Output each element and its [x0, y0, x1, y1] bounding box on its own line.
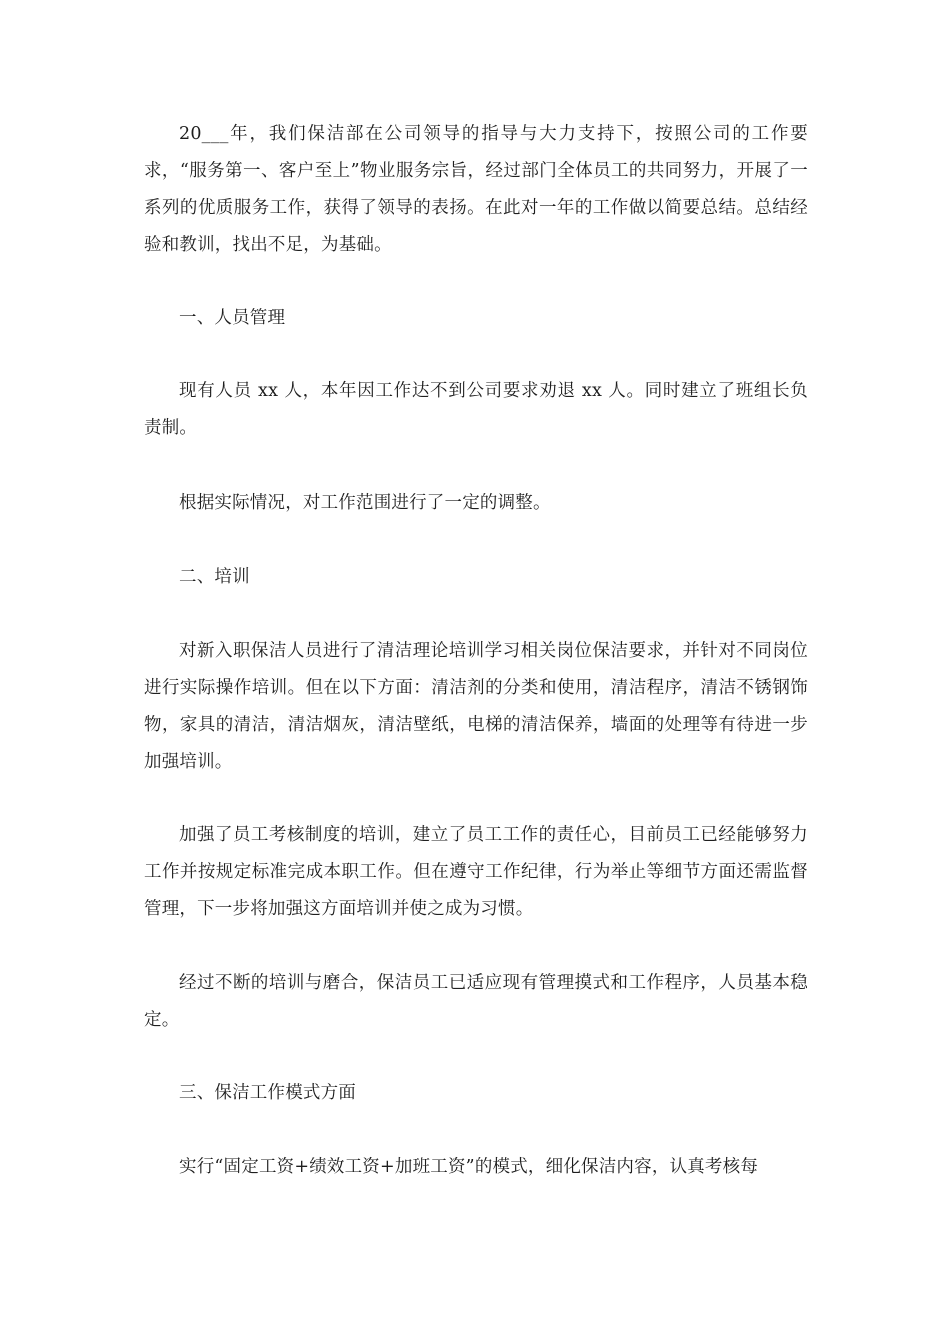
training-paragraph-2: 加强了员工考核制度的培训，建立了员工工作的责任心，目前员工已经能够努力工作并按规定标准完成本职工作。但在遵守工作纪律，行为举止等细节方面还需监督管理，下一步将加强这方面培训并使之成为习惯。 [144, 825, 808, 919]
section-heading-staff-management: 一、人员管理 [179, 308, 286, 328]
staff-paragraph: 现有人员 xx 人，本年因工作达不到公司要求劝退 xx 人。同时建立了班组长负责制。 [144, 381, 808, 438]
training-paragraph-1: 对新入职保洁人员进行了清洁理论培训学习相关岗位保洁要求，并针对不同岗位进行实际操作培训。但在以下方面：清洁剂的分类和使用，清洁程序，清洁不锈钢饰物，家具的清洁，清洁烟灰，清洁壁纸，电梯的清洁保养，墙面的处理等有待进一步加强培训。 [144, 641, 808, 772]
document-body [144, 116, 808, 1186]
intro-paragraph: 20___年，我们保洁部在公司领导的指导与大力支持下，按照公司的工作要求，“服务第一、客户至上”物业服务宗旨，经过部门全体员工的共同努力，开展了一系列的优质服务工作，获得了领导的表扬。在此对一年的工作做以简要总结。总结经验和教训，找出不足，为基础。 [144, 124, 808, 255]
adjustment-paragraph: 根据实际情况，对工作范围进行了一定的调整。 [179, 493, 551, 513]
work-mode-paragraph: 实行“固定工资+绩效工资+加班工资”的模式，细化保洁内容，认真考核每 [179, 1157, 759, 1177]
section-heading-work-mode: 三、保洁工作模式方面 [179, 1083, 356, 1103]
section-heading-training: 二、培训 [179, 567, 250, 587]
training-paragraph-3: 经过不断的培训与磨合，保洁员工已适应现有管理摸式和工作程序，人员基本稳定。 [144, 973, 808, 1030]
